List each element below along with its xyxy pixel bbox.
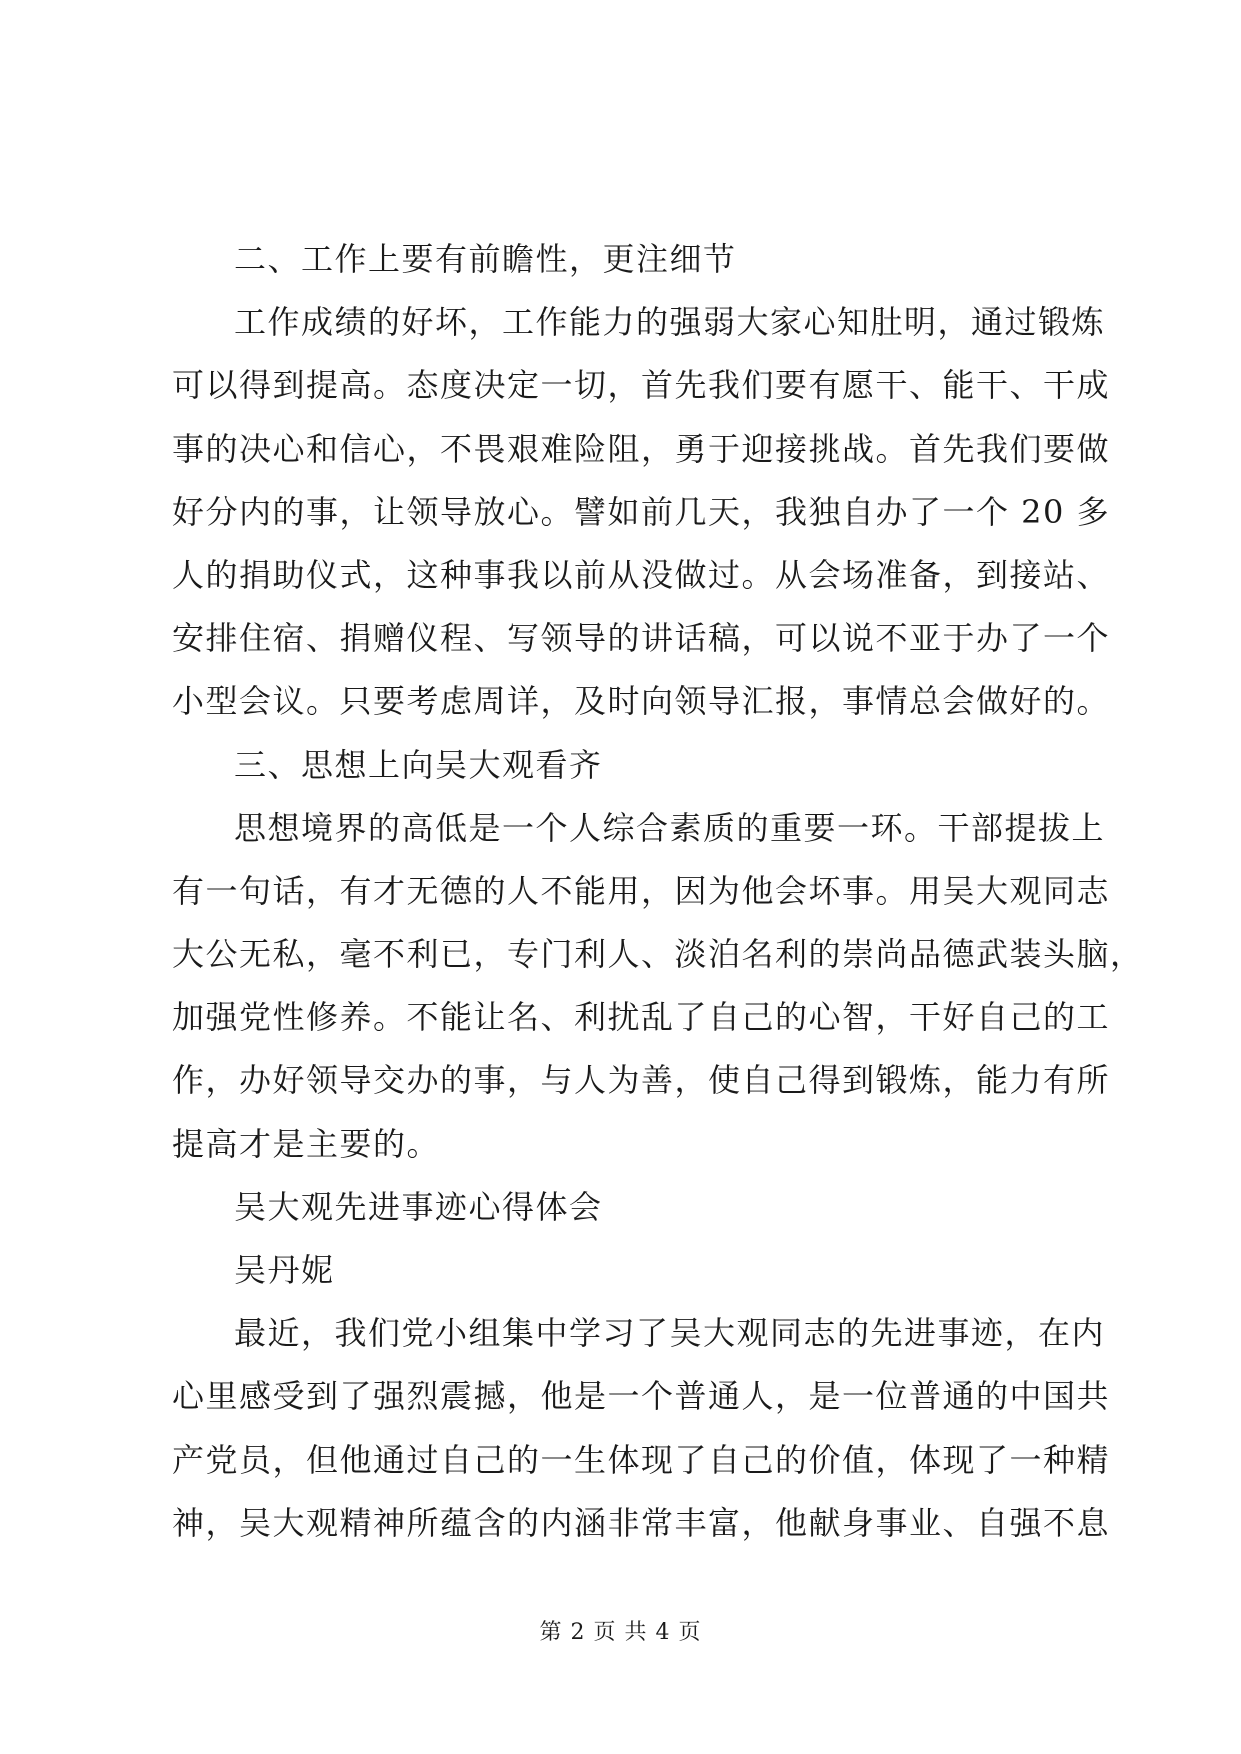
- paragraph-line: 安排住宿、捐赠仪程、写领导的讲话稿，可以说不亚于办了一个: [172, 619, 1111, 658]
- article-author: 吴丹妮: [234, 1251, 335, 1289]
- paragraph-line: 产党员，但他通过自己的一生体现了自己的价值，体现了一种精: [172, 1440, 1111, 1479]
- paragraph-line: 心里感受到了强烈震撼，他是一个普通人，是一位普通的中国共: [172, 1377, 1111, 1416]
- paragraph-line: 提高才是主要的。: [172, 1124, 441, 1163]
- section-heading-3: 三、思想上向吴大观看齐: [234, 745, 603, 784]
- paragraph-line: 工作成绩的好坏，工作能力的强弱大家心知肚明，通过锻炼: [234, 303, 1106, 342]
- paragraph-line: 神，吴大观精神所蕴含的内涵非常丰富，他献身事业、自强不息: [172, 1503, 1111, 1542]
- paragraph-line: 思想境界的高低是一个人综合素质的重要一环。干部提拔上: [234, 808, 1106, 847]
- paragraph-line: 加强党性修养。不能让名、利扰乱了自己的心智，干好自己的工: [172, 998, 1111, 1037]
- article-title: 吴大观先进事迹心得体会: [234, 1187, 603, 1226]
- document-body: [172, 228, 1144, 1555]
- section-heading-2: 二、工作上要有前瞻性，更注细节: [234, 240, 737, 278]
- paragraph-line: 有一句话，有才无德的人不能用，因为他会坏事。用吴大观同志: [172, 871, 1111, 910]
- paragraph-line: 作，办好领导交办的事，与人为善，使自己得到锻炼，能力有所: [172, 1061, 1111, 1100]
- page-number-footer: 第 2 页 共 4 页: [539, 1620, 702, 1645]
- paragraph-line: 好分内的事，让领导放心。譬如前几天，我独自办了一个 20 多: [172, 492, 1111, 531]
- paragraph-line: 最近，我们党小组集中学习了吴大观同志的先进事迹，在内: [234, 1314, 1106, 1353]
- paragraph-line: 可以得到提高。态度决定一切，首先我们要有愿干、能干、干成: [172, 366, 1111, 405]
- paragraph-line: 人的捐助仪式，这种事我以前从没做过。从会场准备，到接站、: [172, 555, 1111, 594]
- paragraph-line: 小型会议。只要考虑周详，及时向领导汇报，事情总会做好的。: [172, 682, 1111, 721]
- paragraph-line: 事的决心和信心，不畏艰难险阻，勇于迎接挑战。首先我们要做: [172, 429, 1111, 468]
- paragraph-line: 大公无私，毫不利已，专门利人、淡泊名利的崇尚品德武装头脑，: [172, 935, 1144, 974]
